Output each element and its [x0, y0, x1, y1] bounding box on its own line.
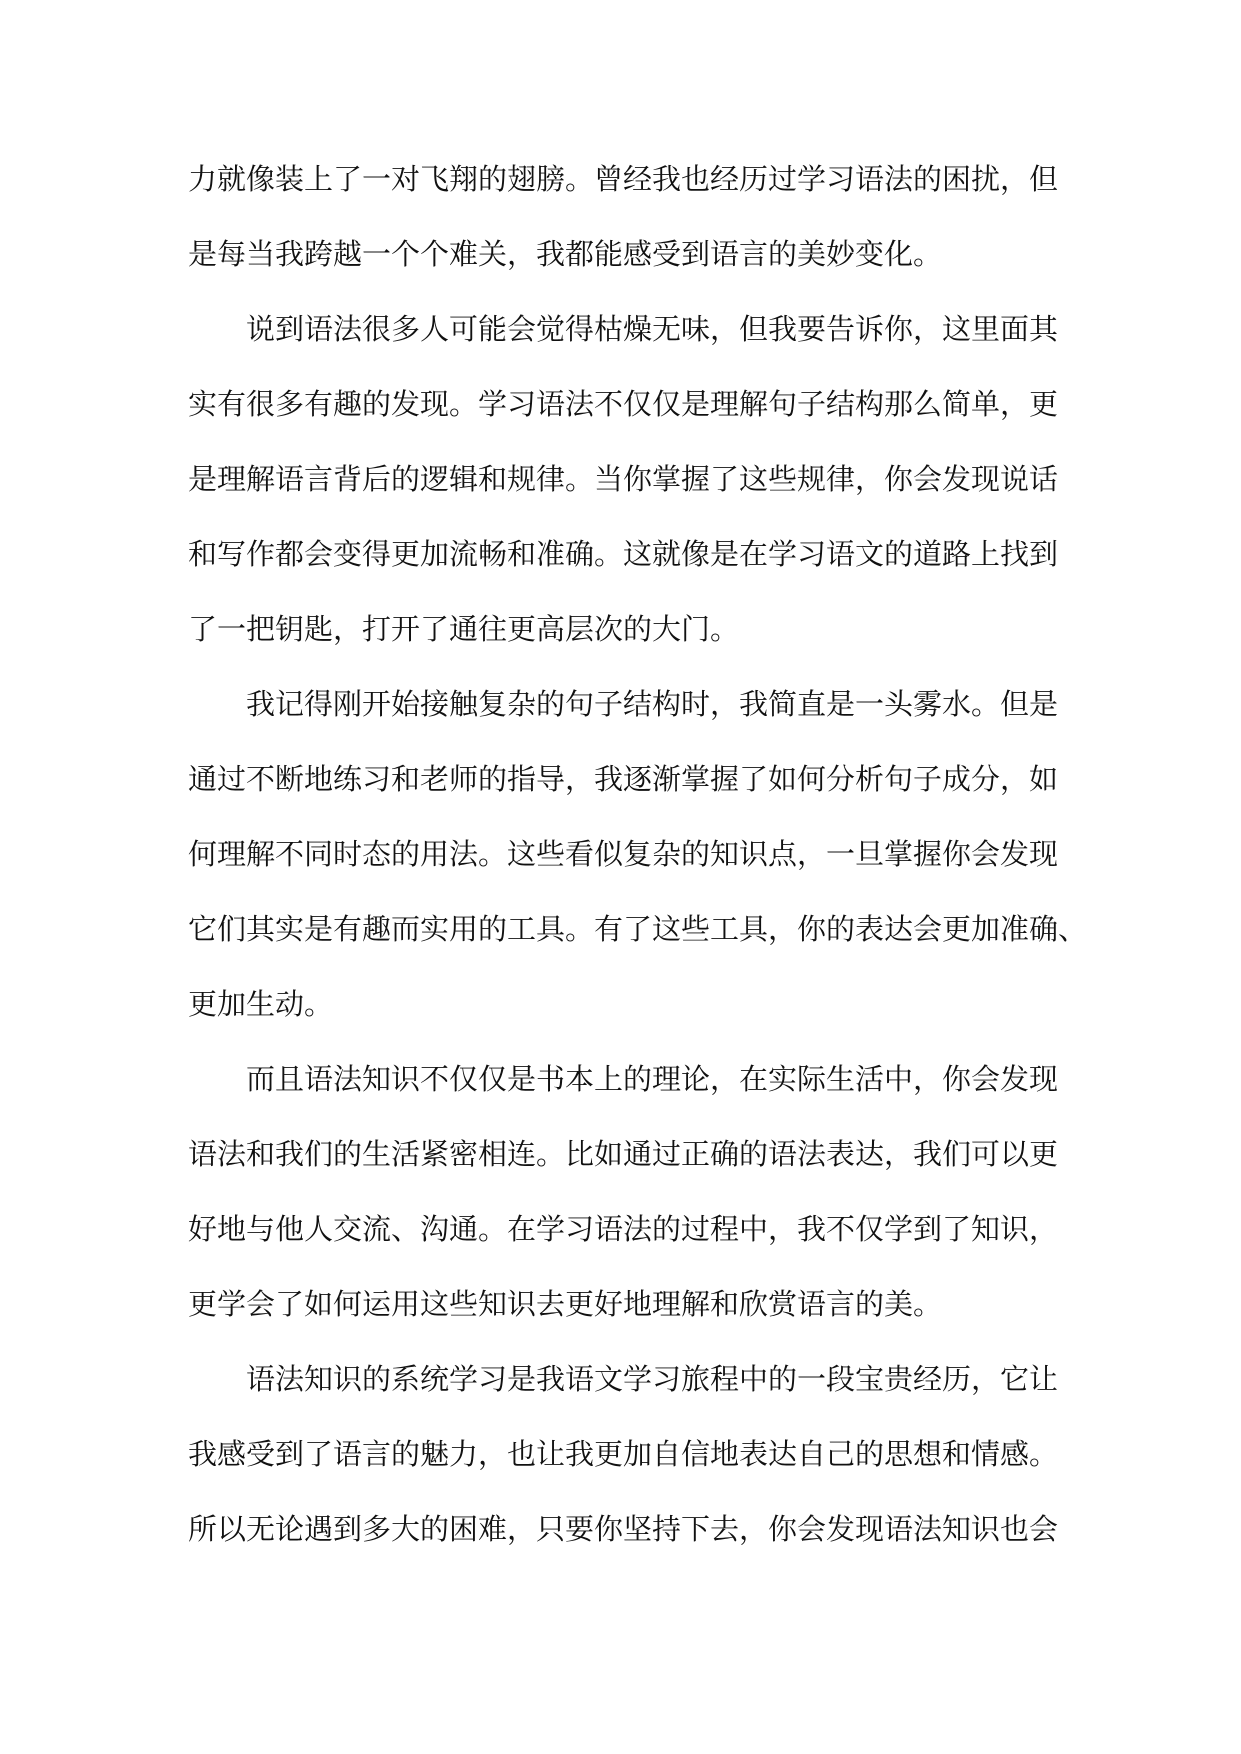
text-line: 语法知识的系统学习是我语文学习旅程中的一段宝贵经历，它让 [246, 1362, 1059, 1396]
text-line: 更加生动。 [188, 987, 334, 1021]
text-line: 我记得刚开始接触复杂的句子结构时，我简直是一头雾水。但是 [246, 687, 1059, 721]
text-line: 它们其实是有趣而实用的工具。有了这些工具，你的表达会更加准确、 [188, 912, 1088, 946]
text-line: 和写作都会变得更加流畅和准确。这就像是在学习语文的道路上找到 [188, 537, 1059, 571]
text-line: 好地与他人交流、沟通。在学习语法的过程中，我不仅学到了知识， [188, 1212, 1059, 1246]
text-line: 是每当我跨越一个个难关，我都能感受到语言的美妙变化。 [188, 237, 943, 271]
document-body [188, 142, 1088, 1567]
text-line: 我感受到了语言的魅力，也让我更加自信地表达自己的思想和情感。 [188, 1437, 1059, 1471]
text-line: 实有很多有趣的发现。学习语法不仅仅是理解句子结构那么简单，更 [188, 387, 1059, 421]
text-line: 语法和我们的生活紧密相连。比如通过正确的语法表达，我们可以更 [188, 1137, 1059, 1171]
text-line: 而且语法知识不仅仅是书本上的理论，在实际生活中，你会发现 [246, 1062, 1059, 1096]
text-line: 说到语法很多人可能会觉得枯燥无味，但我要告诉你，这里面其 [246, 312, 1059, 346]
text-line: 所以无论遇到多大的困难，只要你坚持下去，你会发现语法知识也会 [188, 1512, 1059, 1546]
text-line: 力就像装上了一对飞翔的翅膀。曾经我也经历过学习语法的困扰，但 [188, 162, 1059, 196]
text-line: 通过不断地练习和老师的指导，我逐渐掌握了如何分析句子成分，如 [188, 762, 1059, 796]
text-line: 何理解不同时态的用法。这些看似复杂的知识点，一旦掌握你会发现 [188, 837, 1059, 871]
text-line: 更学会了如何运用这些知识去更好地理解和欣赏语言的美。 [188, 1287, 943, 1321]
text-line: 是理解语言背后的逻辑和规律。当你掌握了这些规律，你会发现说话 [188, 462, 1059, 496]
text-line: 了一把钥匙，打开了通往更高层次的大门。 [188, 612, 740, 646]
